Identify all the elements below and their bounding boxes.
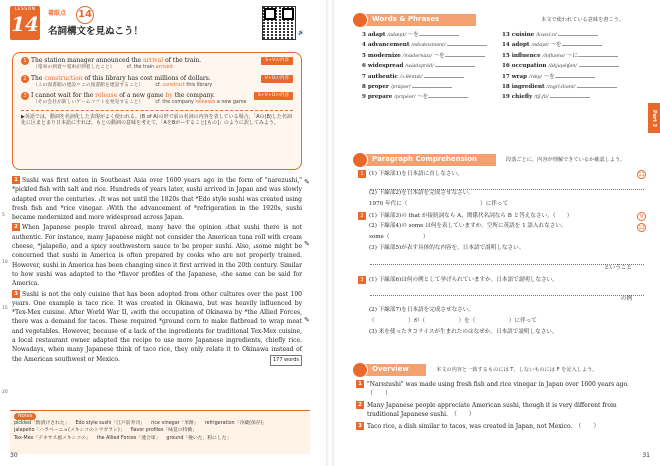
notes-row: [14, 436, 306, 442]
example-tag: V+Oの内容: [261, 75, 293, 83]
left-page: [0, 0, 326, 466]
overview-item: [356, 422, 644, 431]
word-phonetic: /ɑ̀kjupéɪʃən/: [548, 64, 579, 70]
question-row: [358, 223, 644, 234]
reference-number: 9: [637, 212, 646, 221]
word-list-left: [362, 30, 487, 103]
word-headword: authentic: [367, 73, 400, 80]
word-item: [502, 82, 619, 92]
page-number-right: 31: [642, 451, 650, 459]
example-text: I cannot wait for the: [31, 92, 96, 100]
note-item: Tex-Mex「テキサス風メキシコの」: [14, 435, 91, 441]
word-number: 7: [362, 73, 368, 80]
note-item: flavor profiles「味覚の特徴」: [130, 428, 198, 434]
word-list: [362, 30, 632, 118]
example-text: The station manager announced the: [31, 57, 144, 64]
word-hint: 〜を: [407, 32, 419, 38]
grammar-example: [21, 57, 293, 72]
word-headword: adopt: [511, 42, 532, 49]
note-item: jalapeño「ハラペーニョ(メキシコのトウガラシ)」: [14, 428, 125, 434]
word-answer-blank[interactable]: [555, 77, 595, 78]
question-row: [358, 329, 644, 340]
notes-label: Notes: [14, 413, 36, 420]
word-answer-blank[interactable]: [578, 56, 618, 57]
notes-list: [14, 421, 306, 442]
word-count: 177 words: [270, 355, 302, 366]
example-cf: [127, 65, 173, 70]
word-answer-blank[interactable]: [558, 35, 598, 36]
word-number: 6: [362, 63, 368, 70]
word-number: 8: [362, 83, 368, 90]
question-text: (2) 下線部4)の some は何を表していますか。空所に英語を 1 語入れなさい。: [369, 223, 567, 229]
word-phonetic: /ədvǽnsmənt/: [411, 43, 448, 49]
word-answer-blank[interactable]: [579, 66, 619, 67]
question-row: [358, 170, 644, 181]
word-answer-blank[interactable]: [447, 45, 487, 46]
paragraph-number: 3: [12, 290, 20, 298]
cf-highlight: arrived: [155, 65, 173, 71]
cf-highlight: releases: [195, 100, 216, 106]
audio-icon: 🔊: [298, 30, 305, 36]
word-headword: modernize: [367, 52, 403, 59]
word-number: 17: [502, 73, 512, 80]
qr-code[interactable]: [262, 6, 296, 40]
question-text: 1970 年代に（ ）に伴って: [369, 201, 509, 207]
word-answer-blank[interactable]: [445, 56, 485, 57]
example-tag: S+Vの内容: [261, 57, 293, 65]
overview-items: [356, 380, 644, 434]
cf-text: cf. the company: [155, 100, 196, 106]
stage-tag: 着眼点: [48, 10, 67, 17]
question-text: ということ: [604, 265, 632, 271]
overview-text: Many Japanese people appreciate American sushi, though it is very different from traditional Japanese sushi. （ ）: [367, 402, 617, 418]
book-icon: [352, 12, 368, 28]
word-answer-blank[interactable]: [419, 35, 459, 36]
question-text: の例: [620, 296, 632, 302]
star-icon: [352, 362, 368, 378]
word-item: [502, 72, 619, 82]
word-item: [362, 40, 487, 50]
word-hint: 〜を: [550, 42, 562, 49]
word-item: [502, 51, 619, 61]
grammar-box: [12, 52, 302, 170]
word-number: 5: [362, 52, 368, 59]
word-headword: widespread: [367, 63, 406, 70]
example-text: of a new game: [117, 92, 166, 100]
word-number: 15: [502, 52, 512, 59]
word-answer-blank[interactable]: [424, 77, 464, 78]
word-headword: wrap: [511, 73, 529, 80]
grammar-example: [21, 75, 293, 90]
cf-text: a new game: [215, 100, 247, 106]
word-number: 16: [502, 63, 512, 70]
pencil-icon: ✎: [304, 316, 310, 324]
lesson-number: 14: [11, 12, 39, 37]
question-row: [358, 307, 644, 318]
overview-number: 2: [356, 401, 364, 409]
example-translation: [21, 65, 293, 71]
question-row: [358, 265, 644, 276]
overview-number: 1: [356, 380, 364, 388]
paragraph-number: 2: [12, 223, 20, 231]
note-item: ground「挽いた，粉にした」: [166, 435, 232, 441]
word-phonetic: /ɔːθéntɪk/: [399, 74, 425, 80]
question-text: （ ）が（ ）を（ ）に伴って: [369, 318, 537, 324]
overview-title: Overview: [372, 365, 409, 373]
example-text: of the train.: [163, 57, 202, 64]
answer-line[interactable]: [370, 181, 644, 190]
line-number: 5: [2, 213, 5, 218]
question-row: [358, 190, 644, 201]
note-item: pickled「酢漬けされた」: [14, 420, 70, 426]
passage-paragraph: [12, 176, 302, 222]
words-phrases-header: [356, 14, 625, 26]
overview-number: 3: [356, 422, 364, 430]
grammar-example: [21, 92, 293, 107]
word-answer-blank[interactable]: [435, 66, 475, 67]
word-answer-blank[interactable]: [577, 87, 617, 88]
paragraph-text: Sushi was first eaten in Southeast Asia over 1600 years ago in the form of "narezushi," *pickled fish with salt and rice. Hundreds of years later, sushi arrived in Japan and was slowly adapted over the centuries. ₁It was not until the 1820s that *Edo style sushi was created using fresh fish and *rice vinegar. ₂With the advancement of *refrigeration in the 1920s, sushi became modernized and more widespread across Japan.: [12, 177, 302, 222]
paragraph-comprehension-title: Paragraph Comprehension: [372, 155, 477, 163]
word-headword: influence: [511, 52, 543, 59]
word-phonetic: /rǽp/: [528, 74, 544, 80]
word-number: 19: [502, 94, 512, 101]
word-item: [362, 61, 487, 71]
word-headword: ingredient: [511, 83, 547, 90]
pencil-icon: ✎: [304, 178, 310, 186]
passage-paragraph: [12, 290, 302, 364]
word-item: [502, 40, 619, 50]
translation-text: （電車の到着＝電車が到着したこと）: [33, 65, 115, 71]
question-row: [358, 245, 644, 256]
word-headword: cuisine: [511, 32, 537, 38]
paragraph-comprehension-caption: 段落ごとに，内容が理解できているか確認しよう。: [506, 157, 626, 163]
question-text: (3) 米を使ったタコライスが生まれたのはなぜか。日本語で説明しなさい。: [369, 329, 558, 335]
word-hint: 〜を: [543, 73, 555, 80]
grammar-note: ▶英語では，動詞を名詞化した表現がよく使われる。(B of A)の形で前の名詞の内容を表している場合，「Aの(B)した名詞化に区まとまり日本語にすれば，もとの動詞の意味を考えて，「AをBがーすること[もの]」のように訳してみよう。: [21, 110, 293, 128]
question-row: [358, 276, 644, 287]
lesson-label: LESSON: [14, 7, 36, 12]
word-item: [362, 51, 487, 61]
paragraph-marker: 1: [358, 170, 366, 178]
overview-text: Taco rice, a dish similar to tacos, was created in Japan, not Mexico. （ ）: [367, 423, 600, 430]
word-number: 3: [362, 32, 368, 38]
overview-text: "Narezushi" was made using fresh fish and rice vinegar in Japan over 1600 years ago. （ ）: [367, 381, 635, 397]
line-number: 15: [2, 306, 8, 311]
note-item: Edo style sushi「江戸前寿司」: [75, 420, 146, 426]
word-phonetic: /kwɪzíːn/: [536, 33, 559, 38]
notes-section: [10, 410, 310, 454]
word-hint: 〜を: [433, 52, 445, 59]
question-text: (2) 下線部2)を日本語を完成させなさい。: [369, 190, 474, 196]
example-highlight: arrival: [143, 57, 164, 64]
overview-item: [356, 401, 644, 419]
example-number: 1: [21, 57, 29, 65]
notes-row: [14, 428, 306, 434]
word-hint: 〜に: [566, 52, 578, 59]
reference-number: 12: [638, 225, 645, 231]
line-number: 20: [2, 390, 8, 395]
page-gutter: [326, 0, 334, 466]
word-headword: adapt: [367, 32, 388, 38]
word-phonetic: /prɑ́pər/: [390, 84, 413, 90]
note-item: rice vinegar「米酢」: [151, 420, 199, 426]
question-text: (1) 下線部6)は何の例として挙げられていますか。日本語で説明しなさい。: [369, 277, 558, 283]
cf-text: this library: [184, 82, 213, 88]
paragraph-text: When Japanese people travel abroad, many have the opinion ₃that sushi there is not authentic. For instance, many Japanese might not consider the American tuna roll with cream cheese, *jalapeño, and a spicy southwestern sauce to be proper sushi. Also, ₄some might be concerned that sushi in America is often prepared by cooks who are not properly trained. However, sushi in America has been changing since it first arrived in the 20th century. Similar to how sushi was adapted to the *flavor profiles of the Japanese, ₅the same can be said for America.: [12, 224, 302, 288]
question-row: [358, 318, 644, 329]
word-item: [362, 92, 487, 102]
paragraph-number: 1: [12, 176, 20, 184]
example-number: 2: [21, 75, 29, 83]
example-tag: S+V+Oの内容: [254, 92, 293, 100]
example-translation: [21, 83, 293, 89]
example-text: The: [31, 74, 45, 82]
word-item: [502, 61, 619, 71]
question-row: [358, 234, 644, 245]
word-phonetic: /prɪpéər/: [394, 95, 417, 101]
stage-number: 14: [76, 6, 94, 24]
word-item: [502, 30, 619, 40]
word-phonetic: /adæpt/: [387, 33, 408, 38]
example-text: the company.: [172, 92, 215, 100]
word-phonetic: /wàɪdspréd/: [405, 64, 436, 70]
paragraph-marker: 3: [358, 276, 366, 284]
word-number: 4: [362, 42, 368, 49]
note-item: refrigeration「冷蔵(保存)」: [204, 420, 268, 426]
page-number-left: 30: [10, 451, 18, 459]
word-number: 14: [502, 42, 512, 49]
right-page: [334, 0, 660, 466]
answer-line[interactable]: [370, 287, 644, 296]
translation-text: （その会社が新しいゲームソフトを発売すること）: [33, 100, 144, 106]
word-list-right: [502, 30, 619, 103]
example-highlight: by: [165, 92, 173, 100]
example-number: 3: [21, 92, 29, 100]
example-cf: [155, 100, 246, 105]
word-headword: prepare: [367, 94, 395, 101]
reference-number: 11: [638, 172, 645, 178]
part-tab: Part 3: [648, 103, 660, 133]
word-answer-blank[interactable]: [412, 87, 452, 88]
question-text: (1) 下線部3)の that が接続詞なら A，関係代名詞なら B と答えなさい。（ ）: [369, 213, 573, 219]
word-phonetic: /ədɑ́pt/: [531, 43, 551, 49]
line-number: 10: [2, 260, 8, 265]
word-number: 13: [502, 32, 512, 38]
word-number: 18: [502, 83, 512, 90]
word-answer-blank[interactable]: [428, 97, 468, 98]
word-item: [502, 92, 619, 102]
word-number: 9: [362, 94, 368, 101]
question-row: [358, 201, 644, 212]
example-translation: [21, 100, 293, 106]
word-phonetic: /tʃíːfli/: [534, 95, 551, 101]
word-headword: proper: [367, 83, 391, 90]
lesson-badge: [10, 6, 40, 40]
overview-item: [356, 380, 644, 398]
page-title: 名詞構文を見ぬこう！: [48, 26, 144, 37]
word-answer-blank[interactable]: [562, 45, 602, 46]
words-phrases-title: Words & Phrases: [372, 15, 440, 23]
word-hint: 〜を: [416, 94, 429, 101]
example-highlight: release: [95, 92, 118, 100]
reading-passage: [12, 176, 302, 366]
answer-line[interactable]: [370, 256, 644, 265]
comprehension-questions: [358, 170, 644, 340]
overview-caption: 本文の内容と一致するものには T，しないものには F を記入しよう。: [436, 367, 598, 373]
word-item: [362, 30, 487, 40]
magnifier-icon: [352, 152, 368, 168]
question-row: [358, 296, 644, 307]
passage-paragraph: [12, 223, 302, 288]
cf-highlight: construct: [162, 82, 185, 88]
question-text: (1) 下線部1)を日本語に直しなさい。: [369, 171, 463, 177]
pencil-icon: ✎: [304, 240, 310, 248]
word-phonetic: /ínfluəns/: [542, 53, 567, 59]
paragraph-marker: 2: [358, 212, 366, 220]
question-text: (2) 下線部7)を日本語を完成させなさい。: [369, 307, 474, 313]
word-headword: chiefly: [511, 94, 535, 101]
word-headword: occupation: [511, 63, 549, 70]
cf-text: cf. the train: [126, 65, 156, 71]
word-item: [362, 82, 487, 92]
notes-row: [14, 421, 306, 427]
words-phrases-caption: 本文で使われている意味を書こう。: [541, 17, 625, 23]
word-phonetic: /ɪngríːdiənt/: [546, 84, 577, 90]
cf-text: cf.: [155, 82, 163, 88]
question-row: [358, 212, 644, 223]
example-highlight: construction: [44, 74, 83, 82]
note-item: the Allied Forces「連合軍」: [96, 435, 161, 441]
question-text: (3) 下線部5)が表す具体的な内容を，日本語で説明しなさい。: [369, 245, 525, 251]
paragraph-comprehension-header: [356, 154, 626, 166]
word-item: [362, 72, 487, 82]
example-text: of this library has cost millions of dollars.: [82, 74, 211, 82]
word-headword: advancement: [367, 42, 412, 49]
overview-header: [356, 364, 598, 376]
question-text: some（ ）: [369, 234, 429, 240]
word-phonetic: /mɑ́dərnàɪz/: [402, 53, 434, 59]
word-answer-blank[interactable]: [550, 97, 590, 98]
paragraph-text: Sushi is not the only cuisine that has been adopted from other cultures over the past 100 years. One example is taco rice. It was created in Okinawa, but was heavily influenced by *Tex-Mex cuisine. After World War II, ₆with the occupation of Okinawa by *the Allied Forces, there was a demand for tacos. These required *ground corn to make flatbread to wrap meat and vegetables. However, because of a lack of the ingredients for traditional Tex-Mex cuisine, a local restaurant owner adapted the recipe to use more Japanese ingredients, chiefly rice. Nowadays, when many Japanese think of taco rice, they only relate it to Okinawa instead of the American southwest or Mexico.: [12, 290, 302, 363]
translation-text: （この図書館の建設＝この図書館を建設すること）: [33, 82, 144, 88]
example-cf: [155, 83, 212, 88]
